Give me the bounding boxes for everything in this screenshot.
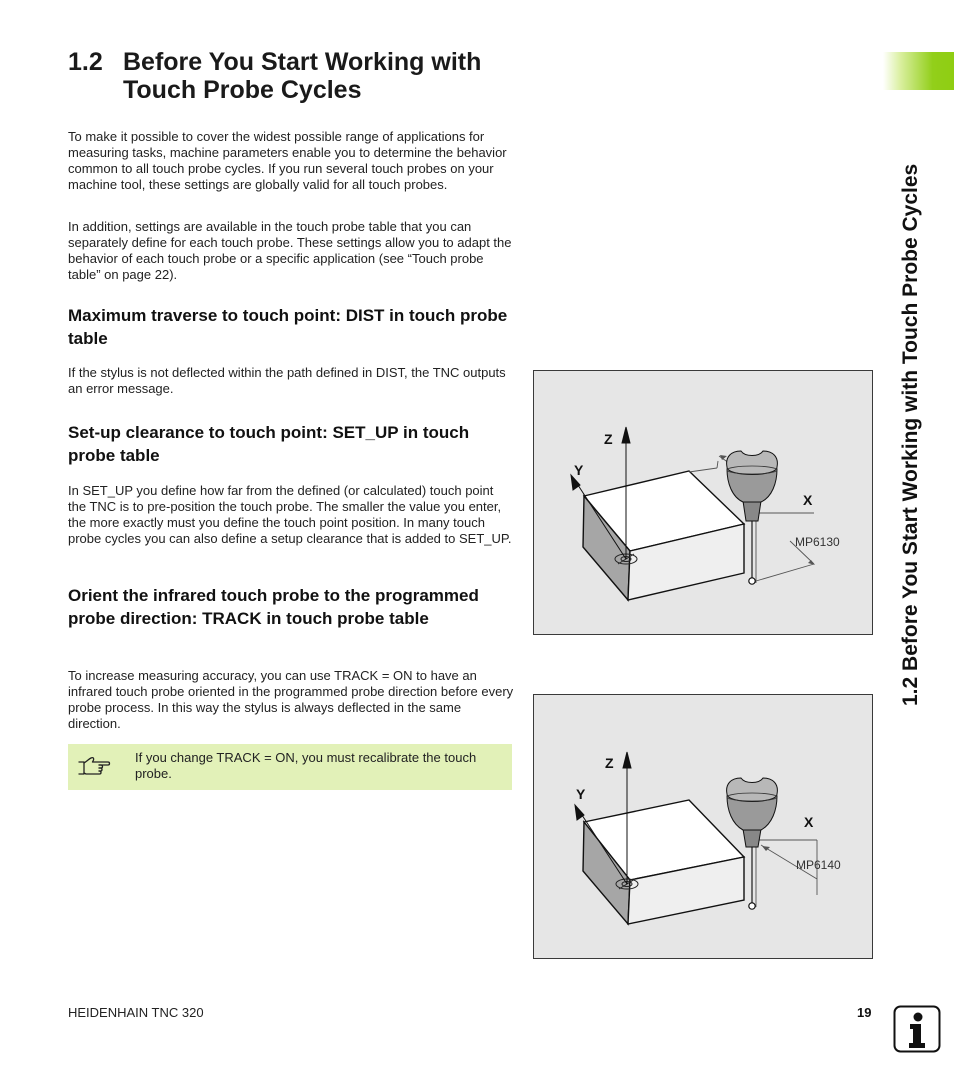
pointing-hand-icon [78, 755, 112, 784]
parameter-label: MP6130 [795, 535, 840, 549]
paragraph-set-up: In SET_UP you define how far from the defined (or calculated) touch point the TNC is to pre-position the touch probe. The smaller the value you enter, the more exactly must you define the touch point position. In many touch probe cycles you can also define a setup clearance that is added to SET_UP. [68, 483, 512, 546]
touch-probe-diagram [534, 695, 872, 958]
heading-track: Orient the infrared touch probe to the programmed probe direction: TRACK in touch probe table [68, 586, 479, 628]
paragraph-dist: If the stylus is not deflected within the path defined in DIST, the TNC outputs an error message. [68, 365, 506, 396]
page-number: 19 [857, 1005, 872, 1020]
axis-label-y: Y [576, 786, 586, 802]
workpiece-block [583, 471, 744, 600]
intro-paragraph-1: To make it possible to cover the widest possible range of applications for measuring tasks, machine parameters enable you to determine the behavior common to all touch probe cycles. If you run several touch probes on your machine tool, these settings are globally valid for all touch probes. [68, 129, 507, 192]
intro-paragraph-2: In addition, settings are available in the touch probe table that you can separately define for each touch probe. These settings allow you to adapt the behavior of each touch probe or a specific application (see “Touch probe table” on page 22). [68, 219, 512, 282]
axis-label-x: X [804, 814, 814, 830]
dimension-lines [756, 840, 817, 907]
footer-product: HEIDENHAIN TNC 320 [68, 1005, 204, 1020]
page-title [68, 48, 528, 104]
note-text: If you change TRACK = ON, you must recalibrate the touch probe. [135, 750, 477, 781]
axis-label-y: Y [574, 462, 584, 478]
running-title: 1.2 Before You Start Working with Touch Probe Cycles [899, 163, 922, 706]
touch-probe-diagram [534, 371, 872, 634]
figure-dist [533, 370, 873, 635]
heading-set-up: Set-up clearance to touch point: SET_UP in touch probe table [68, 423, 470, 465]
axis-label-x: X [803, 492, 813, 508]
section-number: 1.2 [68, 48, 103, 76]
section-title: Before You Start Working with Touch Probe Cycles [123, 48, 482, 104]
note-box [68, 744, 512, 790]
axis-label-z: Z [605, 755, 614, 771]
paragraph-track: To increase measuring accuracy, you can use TRACK = ON to have an infrared touch probe oriented in the programmed probe direction before every probe process. In this way the stylus is always deflected in the same direction. [68, 668, 514, 731]
axis-label-z: Z [604, 431, 613, 447]
workpiece-block [583, 800, 744, 924]
parameter-label: MP6140 [796, 858, 841, 872]
heading-dist: Maximum traverse to touch point: DIST in touch probe table [68, 306, 508, 348]
info-icon [893, 1005, 941, 1053]
figure-set-up [533, 694, 873, 959]
